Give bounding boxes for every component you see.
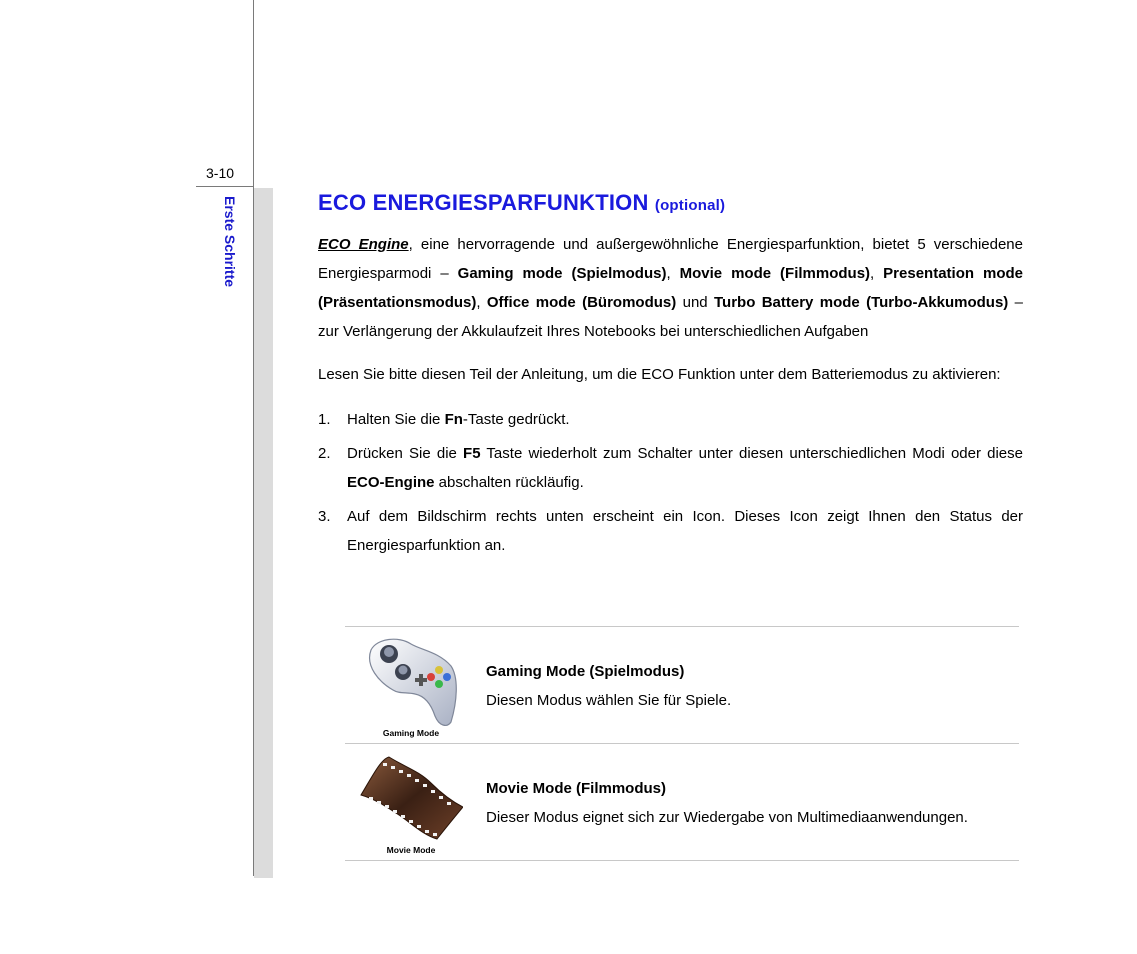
intro-text-5: und bbox=[676, 294, 714, 311]
step-text: abschalten rückläufig. bbox=[434, 474, 584, 491]
heading-title: ECO ENERGIESPARFUNKTION bbox=[318, 190, 649, 215]
page-number-rule bbox=[196, 186, 254, 187]
film-strip-icon bbox=[359, 749, 463, 857]
gaming-mode-desc: Diesen Modus wählen Sie für Spiele. bbox=[486, 692, 732, 709]
intro-text-4: , bbox=[476, 294, 487, 311]
list-item bbox=[318, 405, 1023, 434]
list-item bbox=[318, 502, 1023, 560]
mode-row-movie bbox=[345, 743, 1019, 861]
step-text: Halten Sie die bbox=[347, 411, 445, 428]
intro-bold-movie: Movie mode (Filmmodus) bbox=[679, 265, 871, 282]
movie-mode-text bbox=[486, 774, 968, 832]
gaming-mode-text bbox=[486, 657, 731, 715]
step-number: 2. bbox=[318, 445, 331, 462]
page-number: 3-10 bbox=[206, 165, 235, 181]
step-number: 3. bbox=[318, 508, 331, 525]
step-text: Auf dem Bildschirm rechts unten erscheint ein Icon. Dieses Icon zeigt Ihnen den Status der Energiesparfunktion an. bbox=[347, 508, 1023, 554]
step-text: -Taste gedrückt. bbox=[462, 411, 570, 428]
eco-engine-link[interactable]: ECO Engine bbox=[318, 236, 409, 253]
intro-bold-office: Office mode (Büromodus) bbox=[486, 294, 677, 311]
mode-row-gaming bbox=[345, 626, 1019, 743]
intro-text-1: , eine hervorragende und außergewöhnliche Energiesparfunktion, bietet 5 verschiedene Energiesparmodi – bbox=[318, 236, 1023, 282]
intro-text-6: – zur Verlängerung der Akkulaufzeit Ihres Notebooks bei unterschiedlichen Aufgaben bbox=[318, 294, 1023, 340]
main-content bbox=[318, 190, 1023, 565]
step-number: 1. bbox=[318, 411, 331, 428]
step-eco-engine: ECO-Engine bbox=[347, 474, 435, 491]
step-text: Taste wiederholt zum Schalter unter diesen unterschiedlichen Modi oder diese bbox=[480, 445, 1023, 462]
movie-mode-title: Movie Mode (Filmmodus) bbox=[486, 780, 666, 797]
intro-bold-turbo: Turbo Battery mode (Turbo-Akkumodus) bbox=[713, 294, 1009, 311]
step-text: Drücken Sie die bbox=[347, 445, 464, 462]
steps-list bbox=[318, 405, 1023, 560]
section-heading bbox=[318, 190, 1023, 216]
intro-text-2: , bbox=[666, 265, 680, 282]
heading-optional: (optional) bbox=[654, 197, 726, 214]
list-item bbox=[318, 439, 1023, 497]
gaming-mode-caption: Gaming Mode bbox=[382, 728, 440, 738]
chapter-side-label: Erste Schritte bbox=[222, 196, 238, 288]
side-gray-bar bbox=[254, 188, 273, 878]
movie-mode-caption: Movie Mode bbox=[386, 845, 436, 855]
modes-table bbox=[345, 626, 1019, 861]
movie-mode-desc: Dieser Modus eignet sich zur Wiedergabe von Multimediaanwendungen. bbox=[486, 809, 968, 826]
intro-text-3: , bbox=[870, 265, 884, 282]
intro-paragraph bbox=[318, 230, 1023, 346]
intro-bold-gaming: Gaming mode (Spielmodus) bbox=[457, 265, 667, 282]
instruction-paragraph: Lesen Sie bitte diesen Teil der Anleitung, um die ECO Funktion unter dem Batteriemodus zu aktivieren: bbox=[318, 366, 1001, 383]
step-key-f5: F5 bbox=[463, 445, 481, 462]
step-key-fn: Fn bbox=[444, 411, 463, 428]
intro-bold-presentation: Presentation mode (Präsentationsmodus) bbox=[318, 265, 1023, 311]
gaming-mode-title: Gaming Mode (Spielmodus) bbox=[486, 663, 685, 680]
gamepad-icon bbox=[359, 632, 463, 740]
